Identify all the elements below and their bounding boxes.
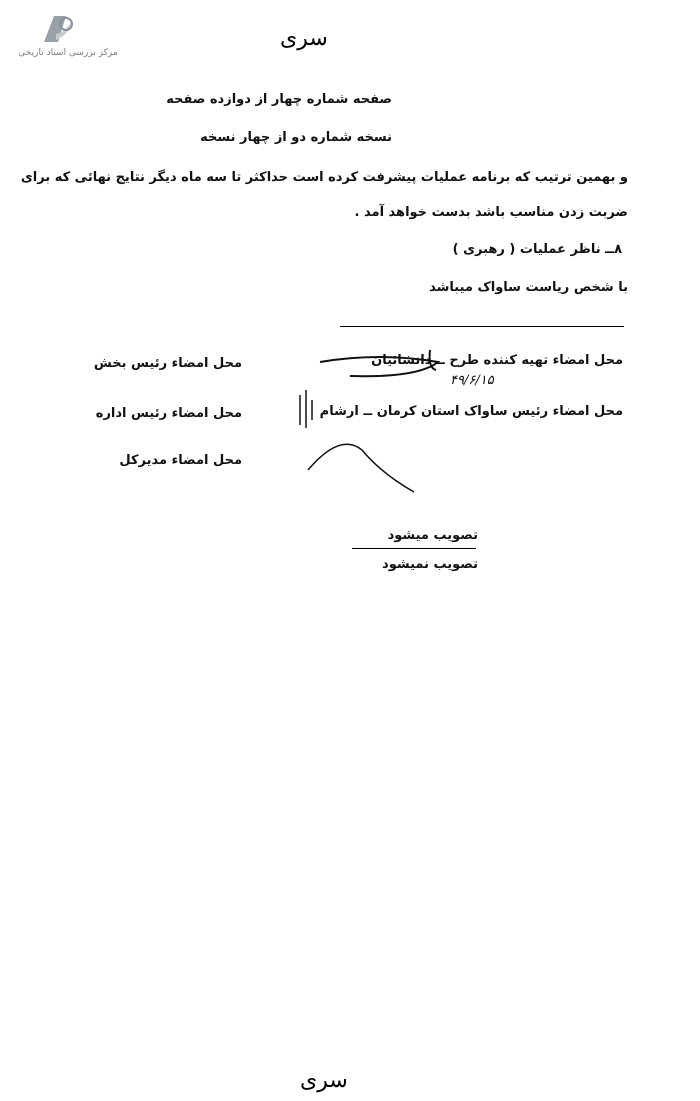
classification-bottom: سری (300, 1068, 348, 1093)
logo-caption: مرکز بررسی اسناد تاریخی (18, 48, 118, 58)
signature-provincial-head: محل امضاء رئیس ساواک استان کرمان ــ ارشام (319, 404, 623, 419)
handwritten-signature-marks (290, 340, 490, 510)
approval-divider (352, 548, 476, 549)
signature-preparer: محل امضاء تهیه کننده طرح ــ دانشائیان (371, 353, 623, 368)
body-paragraph-line1: و بهمین ترتیب که برنامه عملیات پیشرفت کرده است حداکثر تا سه ماه دیگر نتایج نهائی که برای (20, 170, 628, 185)
classification-top: سری (280, 26, 328, 51)
page-number-line: صفحه شماره چهار از دوازده صفحه (166, 92, 392, 107)
body-paragraph-line2: ضربت زدن مناسب باشد بدست خواهد آمد . (354, 205, 628, 220)
archive-emblem-icon (36, 12, 78, 46)
signature-date: ۴۹/۶/۱۵ (450, 373, 494, 388)
approval-approved: تصویب میشود (387, 528, 478, 543)
signature-section-head: محل امضاء رئیس بخش (93, 356, 242, 371)
copy-number-line: نسخه شماره دو از چهار نسخه (200, 130, 392, 145)
signature-department-head: محل امضاء رئیس اداره (95, 406, 242, 421)
archive-logo (6, 6, 126, 58)
signature-director-general: محل امضاء مدیرکل (119, 453, 242, 468)
item8-text: با شخص ریاست ساواک میباشد (429, 280, 628, 295)
item8-heading: ۸ــ ناظر عملیات ( رهبری ) (452, 242, 622, 257)
approval-not-approved: تصویب نمیشود (382, 557, 478, 572)
separator-rule (340, 326, 624, 327)
